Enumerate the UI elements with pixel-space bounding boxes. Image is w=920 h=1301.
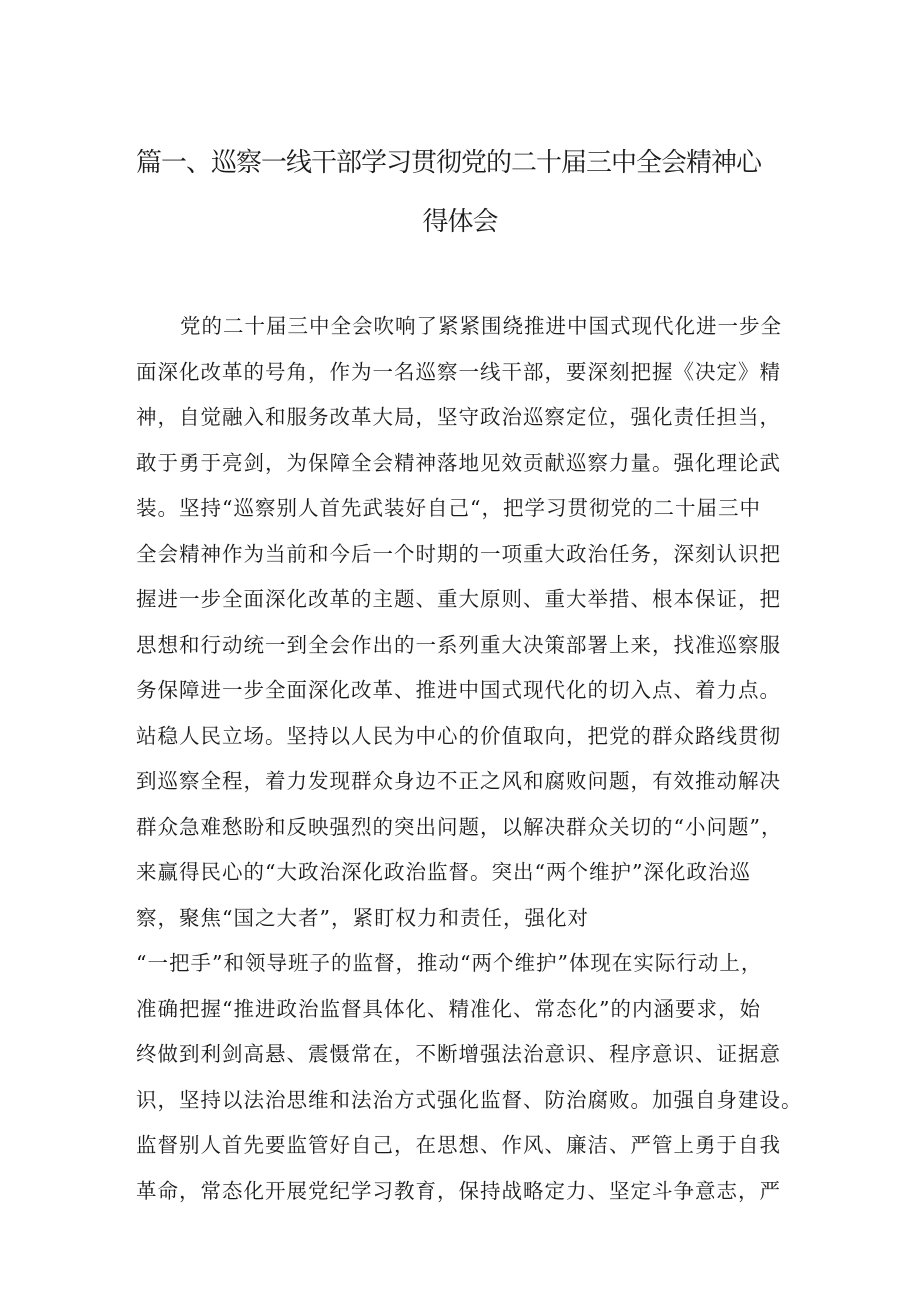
body-line: 务保障进一步全面深化改革、推进中国式现代化的切入点、着力点。 [136, 678, 781, 702]
body-line: 敢于勇于亮剑，为保障全会精神落地见效贡献巡察力量。强化理论武 [136, 450, 781, 475]
body-line: 神，自觉融入和服务改革大局，坚守政治巡察定位，强化责任担当， [136, 405, 781, 429]
body-line: 装。坚持“巡察别人首先武装好自己“，把学习贯彻党的二十届三中 [136, 496, 761, 520]
document-title-line-1: 篇一、巡察一线干部学习贯彻党的二十届三中全会精神心 [136, 148, 762, 178]
body-line: 准确把握“推进政治监督具体化、精准化、常态化”的内涵要求，始 [136, 996, 761, 1021]
body-line: 到巡察全程，着力发现群众身边不正之风和腐败问题，有效推动解决 [136, 769, 781, 793]
body-line: 终做到利剑高悬、震慑常在，不断增强法治意识、程序意识、证据意 [136, 1042, 781, 1066]
body-line: 握进一步全面深化改革的主题、重大原则、重大举措、根本保证，把 [136, 587, 781, 611]
body-line: 面深化改革的号角，作为一名巡察一线干部，要深刻把握《决定》精 [136, 359, 781, 384]
body-line: 识，坚持以法治思维和法治方式强化监督、防治腐败。加强自身建设。 [136, 1087, 803, 1112]
body-line: 察，聚焦“国之大者”，紧盯权力和责任，强化对 [136, 905, 589, 930]
body-line: 思想和行动统一到全会作出的一系列重大决策部署上来，找准巡察服 [136, 632, 781, 657]
body-line: 监督别人首先要监管好自己，在思想、作风、廉洁、严管上勇于自我 [136, 1133, 781, 1157]
body-line: 党的二十届三中全会吹响了紧紧围绕推进中国式现代化进一步全 [180, 314, 782, 338]
body-line: 站稳人民立场。坚持以人民为中心的价值取向，把党的群众路线贯彻 [136, 723, 781, 748]
body-line: 群众急难愁盼和反映强烈的突出问题，以解决群众关切的“小问题”， [136, 814, 783, 839]
body-line: 革命，常态化开展党纪学习教育，保持战略定力、坚定斗争意志，严 [136, 1178, 781, 1203]
body-line: 全会精神作为当前和今后一个时期的一项重大政治任务，深刻认识把 [136, 541, 781, 566]
document-title-line-2: 得体会 [422, 207, 498, 237]
body-text [136, 304, 803, 1214]
body-line: “一把手”和领导班子的监督，推动“两个维护”体现在实际行动上， [136, 951, 763, 975]
body-line: 来赢得民心的“大政治深化政治监督。突出“两个维护”深化政治巡 [136, 860, 751, 884]
